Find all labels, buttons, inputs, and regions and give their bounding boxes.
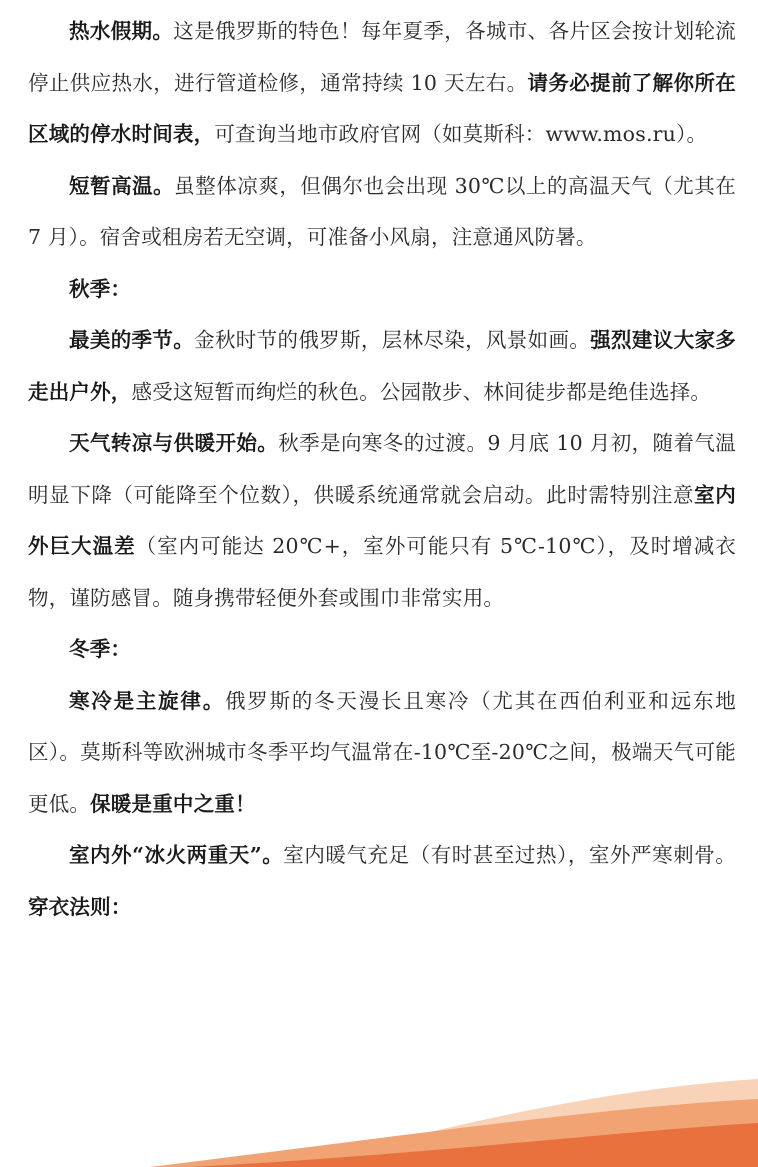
section-heading bbox=[28, 264, 736, 316]
body-text: 俄罗斯的冬天漫长且寒冷（尤其在西伯利亚和远东地区）。莫斯科等欧洲城市冬季平均气温常在-10℃至-20℃之间，极端天气可能更低。 bbox=[28, 688, 736, 816]
body-text: 虽整体凉爽，但偶尔也会出现 30℃以上的高温天气（尤其在 7 月）。宿舍或租房若无空调，可准备小风扇，注意通风防暑。 bbox=[28, 173, 736, 249]
decorative-wave bbox=[0, 1077, 758, 1167]
document-body bbox=[28, 6, 736, 933]
paragraph bbox=[28, 418, 736, 624]
bold-text: 秋季： bbox=[69, 276, 132, 301]
bold-text: 热水假期。 bbox=[69, 19, 174, 43]
bold-text: 室内外“冰火两重天”。 bbox=[69, 843, 284, 867]
bold-text: 最美的季节。 bbox=[69, 328, 195, 352]
body-text: 室内暖气充足（有时甚至过热），室外严寒刺骨。 bbox=[283, 843, 736, 867]
bold-text: 天气转凉与供暖开始。 bbox=[69, 431, 279, 455]
bold-text: 短暂高温。 bbox=[69, 173, 175, 198]
body-text: 金秋时节的俄罗斯，层林尽染，风景如画。 bbox=[194, 328, 591, 352]
paragraph bbox=[28, 830, 736, 933]
bold-text: 穿衣法则： bbox=[28, 894, 132, 919]
body-text: 这是俄罗斯的特色！每年夏季，各城市、各片区会按计划轮流停止供应热水，进行管道检修，通常持续 10 天左右。 bbox=[28, 19, 737, 95]
bold-text: 保暖是重中之重！ bbox=[90, 791, 256, 816]
paragraph bbox=[28, 315, 736, 418]
bold-text: 冬季： bbox=[69, 637, 132, 661]
body-text: 秋季是向寒冬的过渡。9 月底 10 月初，随着气温明显下降（可能降至个位数），供暖系统通常就会启动。此时需特别注意 bbox=[28, 431, 736, 507]
paragraph bbox=[28, 6, 736, 161]
section-heading bbox=[28, 624, 736, 676]
body-text: 感受这短暂而绚烂的秋色。公园散步、林间徒步都是绝佳选择。 bbox=[131, 379, 712, 404]
body-text: （室内可能达 20℃+，室外可能只有 5℃-10℃），及时增减衣物，谨防感冒。随身携带轻便外套或围巾非常实用。 bbox=[28, 534, 737, 610]
paragraph bbox=[28, 161, 736, 264]
bold-text: 强烈建议大家多走出户外， bbox=[28, 328, 736, 404]
bold-text: 寒冷是主旋律。 bbox=[69, 688, 225, 713]
bold-text: 请务必提前了解你所在区域的停水时间表， bbox=[28, 70, 736, 146]
body-text: 可查询当地市政府官网（如莫斯科：www.mos.ru）。 bbox=[214, 122, 708, 146]
paragraph bbox=[28, 676, 736, 831]
bold-text: 室内外巨大温差 bbox=[28, 482, 736, 558]
